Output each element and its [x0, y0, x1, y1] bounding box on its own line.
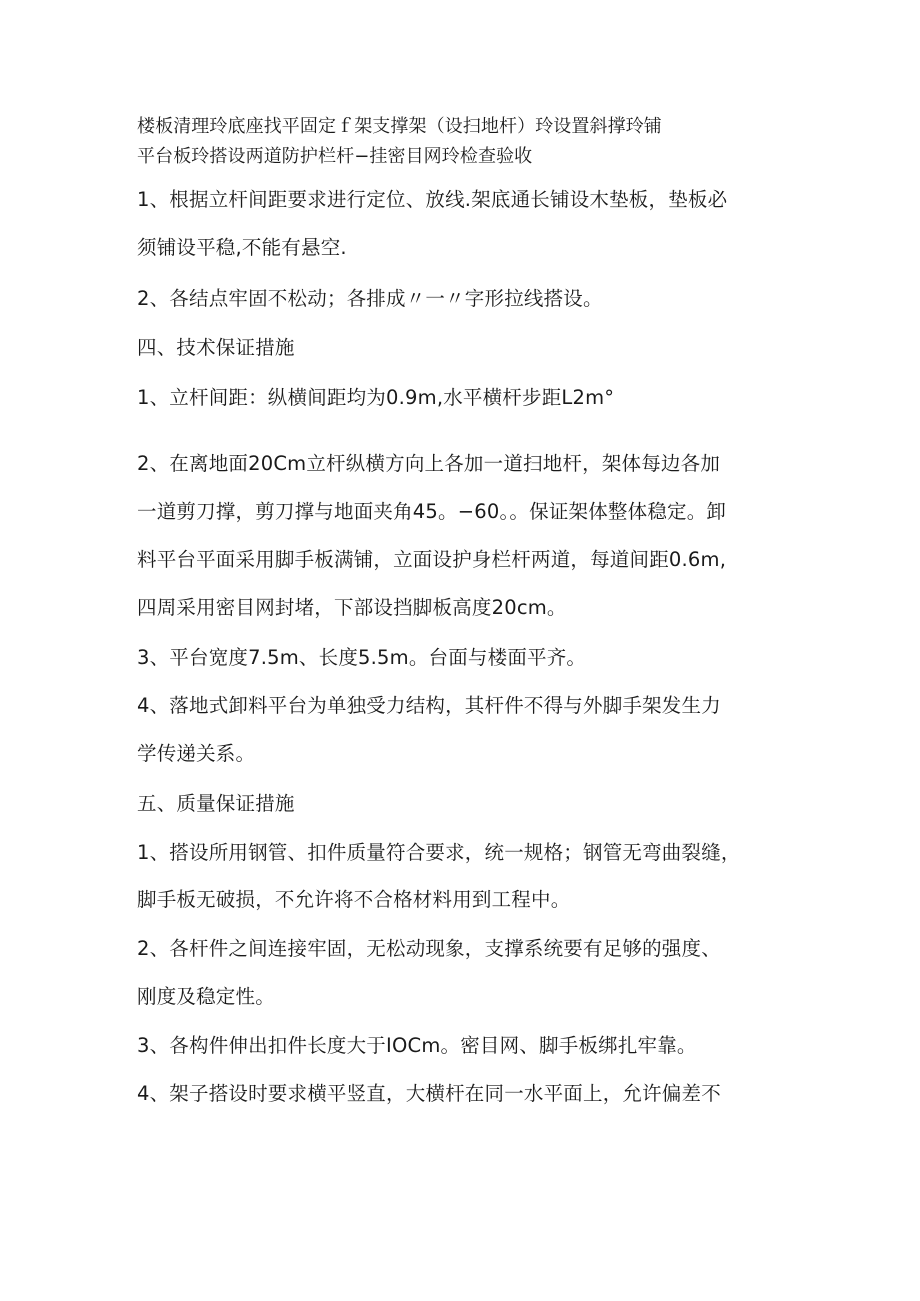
quality-item-2-line-1: 2、各杆件之间连接牢固，无松动现象，支撑系统要有足够的强度、	[137, 937, 721, 960]
tech-item-1: 1、立杆间距：纵横间距均为0.9m,水平横杆步距L2m°	[137, 386, 615, 409]
tech-item-2-line-2: 一道剪刀撑，剪刀撑与地面夹角45。−60。。保证架体整体稳定。卸	[137, 500, 727, 523]
tech-item-2-line-1: 2、在离地面20Cm立杆纵横方向上各加一道扫地杆，架体每边各加	[137, 452, 721, 475]
tech-item-2-line-3: 料平台平面采用脚手板满铺，立面设护身栏杆两道，每道间距0.6m,	[137, 548, 727, 571]
tech-item-4-line-2: 学传递关系。	[137, 742, 256, 765]
paragraph-item-1-line-1: 1、根据立杆间距要求进行定位、放线.架底通长铺设木垫板，垫板必	[137, 188, 728, 211]
quality-item-4-line-1: 4、架子搭设时要求横平竖直，大横杆在同一水平面上，允许偏差不	[137, 1082, 721, 1105]
section-heading-quality-measures: 五、质量保证措施	[137, 792, 295, 815]
tech-item-4-line-1: 4、落地式卸料平台为单独受力结构，其杆件不得与外脚手架发生力	[137, 694, 721, 717]
quality-item-3: 3、各构件伸出扣件长度大于IOCm。密目网、脚手板绑扎牢靠。	[137, 1034, 697, 1057]
tech-item-2-line-4: 四周采用密目网封堵，下部设挡脚板高度20cm。	[137, 596, 567, 619]
section-heading-technical-measures: 四、技术保证措施	[137, 336, 295, 359]
tech-item-3: 3、平台宽度7.5m、长度5.5m。台面与楼面平齐。	[137, 646, 587, 669]
paragraph-item-2: 2、各结点牢固不松动；各排成〃一〃字形拉线搭设。	[137, 287, 603, 310]
quality-item-2-line-2: 刚度及稳定性。	[137, 985, 275, 1008]
quality-item-1-line-1: 1、搭设所用钢管、扣件质量符合要求，统一规格；钢管无弯曲裂缝，	[137, 841, 741, 864]
paragraph-item-1-line-2: 须铺设平稳,不能有悬空.	[137, 236, 347, 259]
process-flow-line-2: 平台板玲搭设两道防护栏杆−挂密目网玲检查验收	[137, 146, 533, 167]
process-flow-line-1: 楼板清理玲底座找平固定ｆ架支撑架（设扫地杆）玲设置斜撑玲铺	[137, 116, 662, 137]
quality-item-1-line-2: 脚手板无破损，不允许将不合格材料用到工程中。	[137, 888, 571, 911]
